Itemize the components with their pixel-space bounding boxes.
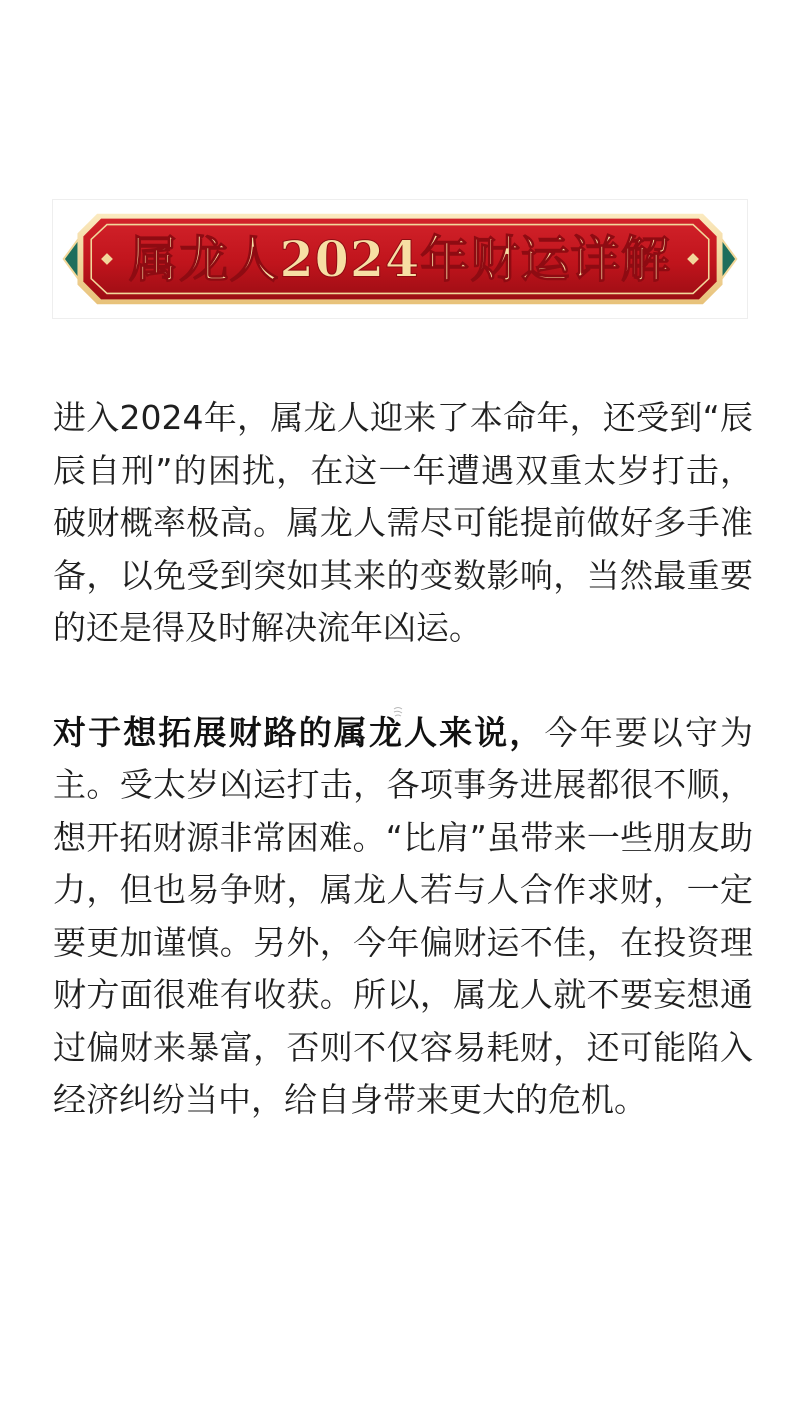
title-banner (52, 199, 748, 319)
article-body (53, 392, 753, 1127)
paragraph-2-lead: 对于想拓展财路的属龙人来说， (53, 712, 545, 752)
paragraph-2-body: 今年要以守为主。受太岁凶运打击，各项事务进展都很不顺，想开拓财源非常困难。“比肩”虽带来一些朋友助力，但也易争财，属龙人若与人合作求财，一定要更加谨慎。另外，今年偏财运不佳，在投资理财方面很难有收获。所以，属龙人就不要妄想通过偏财来暴富，否则不仅容易耗财，还可能陷入经济纠纷当中，给自身带来更大的危机。 (53, 712, 754, 1119)
small-artifact-icon (393, 706, 403, 718)
banner-graphic (53, 200, 747, 318)
paragraph-1: 进入2024年，属龙人迎来了本命年，还受到“辰辰自刑”的困扰，在这一年遭遇双重太岁打击，破财概率极高。属龙人需尽可能提前做好多手准备，以免受到突如其来的变数影响，当然最重要的还是得及时解决流年凶运。 (53, 398, 753, 647)
banner-title: 属龙人2024年财运详解 (129, 230, 671, 289)
paragraph-2 (53, 707, 753, 1127)
